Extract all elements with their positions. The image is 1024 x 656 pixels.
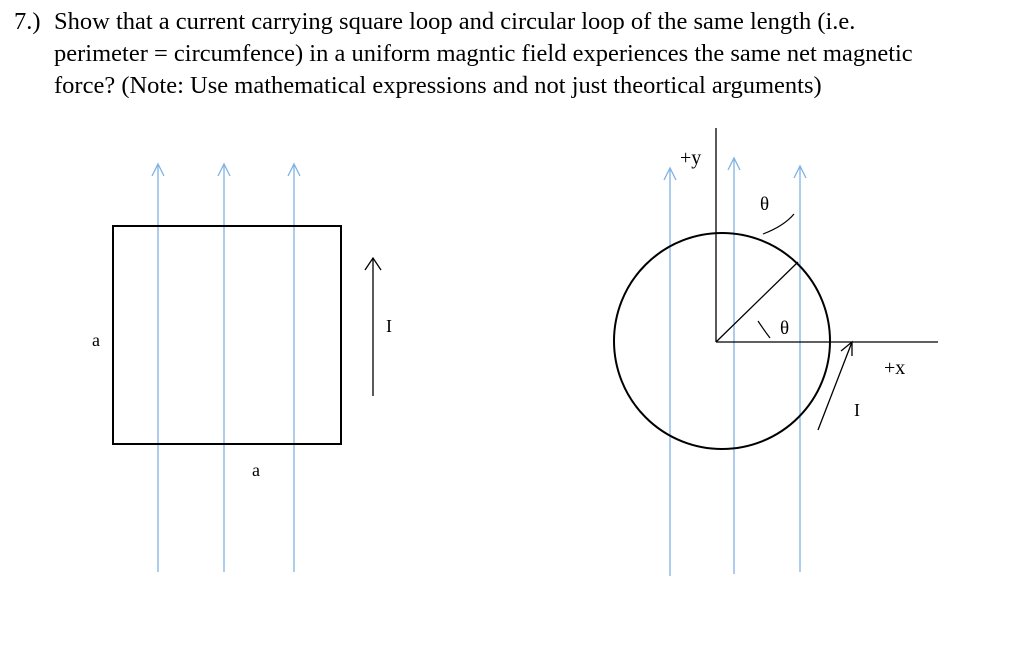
square-loop bbox=[113, 226, 341, 444]
side-label-bottom: a bbox=[252, 460, 260, 480]
circle-field-lines bbox=[664, 158, 806, 576]
question-line-2: perimeter = circumfence) in a uniform magntic field experiences the same net magnetic bbox=[54, 40, 913, 67]
current-label: I bbox=[386, 316, 392, 336]
x-axis-label: +x bbox=[884, 357, 906, 379]
circle-figure bbox=[614, 128, 938, 576]
circular-loop bbox=[614, 233, 830, 449]
side-label-left: a bbox=[92, 330, 100, 350]
question-number: 7.) bbox=[14, 8, 41, 35]
square-figure bbox=[92, 164, 392, 572]
current-arrow bbox=[365, 258, 381, 396]
current-arrow bbox=[818, 342, 852, 430]
current-label: I bbox=[854, 400, 860, 420]
angle-pointer-top bbox=[763, 214, 794, 234]
question-line-1: Show that a current carrying square loop and circular loop of the same length (i.e. bbox=[54, 8, 856, 35]
angle-label-center: θ bbox=[780, 318, 790, 339]
angle-label-top: θ bbox=[760, 194, 770, 215]
question-line-3: force? (Note: Use mathematical expressions and not just theortical arguments) bbox=[54, 72, 822, 99]
angle-arc-center bbox=[758, 321, 770, 338]
y-axis-label: +y bbox=[680, 147, 702, 169]
